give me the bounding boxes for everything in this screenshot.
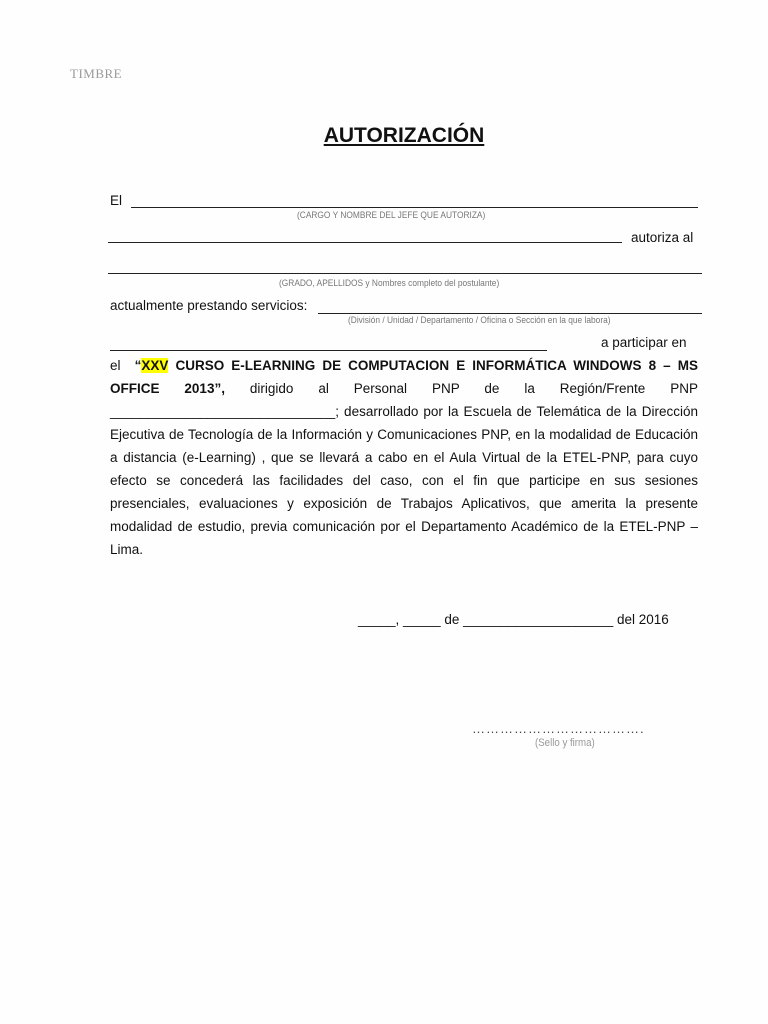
applicant-name-field[interactable] [108,273,702,274]
boss-name-continuation-field[interactable] [108,242,622,243]
signature-label: (Sello y firma) [535,737,595,749]
unit-hint: (División / Unidad / Departamento / Oficina o Sección en la que labora) [348,315,611,326]
region-blank-field[interactable]: ______________________________ [110,404,336,419]
unit-field[interactable] [318,313,702,314]
highlighted-edition: XXV [141,358,169,373]
quote-open: “ [134,358,142,373]
line4-prefix: actualmente prestando servicios: [110,298,308,313]
stamp-label: TIMBRE [70,66,123,81]
course-name: CURSO E-LEARNING DE COMPUTACION E INFORMÁTICA WINDOWS 8 – MS OFFICE 2013”, [110,358,698,396]
line2-suffix: autoriza al [631,230,694,245]
document-title: AUTORIZACIÓN [323,124,485,147]
signature-line: ………………………………. [472,721,645,736]
date-line[interactable]: _____, _____ de ____________________ del 2016 [358,612,669,627]
body-el: el [110,358,121,373]
line1-prefix: El [110,193,123,208]
line5-suffix: a participar en [601,335,687,350]
body-text-2: ; desarrollado por la Escuela de Telemática de la Dirección Ejecutiva de Tecnología de la Información y Comunicaciones PNP, en la modalidad de Educación a distancia (e-Learning) , que se llevará a cabo en el Aula Virtual de la ETEL-PNP, para cuyo efecto se concederá las facilidades del caso, con el fin que participe en sus sesiones presenciales, evaluaciones y exposición de Trabajos Aplicativos, que amerita la presente modalidad de estudio, previa comunicación por el Departamento Académico de la ETEL-PNP – Lima. [110,404,698,557]
body-paragraph [110,354,698,561]
boss-name-hint: (CARGO Y NOMBRE DEL JEFE QUE AUTORIZA) [297,210,486,221]
unit-continuation-field[interactable] [110,350,547,351]
applicant-name-hint: (GRADO, APELLIDOS y Nombres completo del postulante) [279,278,500,289]
boss-name-field[interactable] [131,207,698,208]
body-text-1: dirigido al Personal PNP de la Región/Frente PNP [224,381,698,396]
